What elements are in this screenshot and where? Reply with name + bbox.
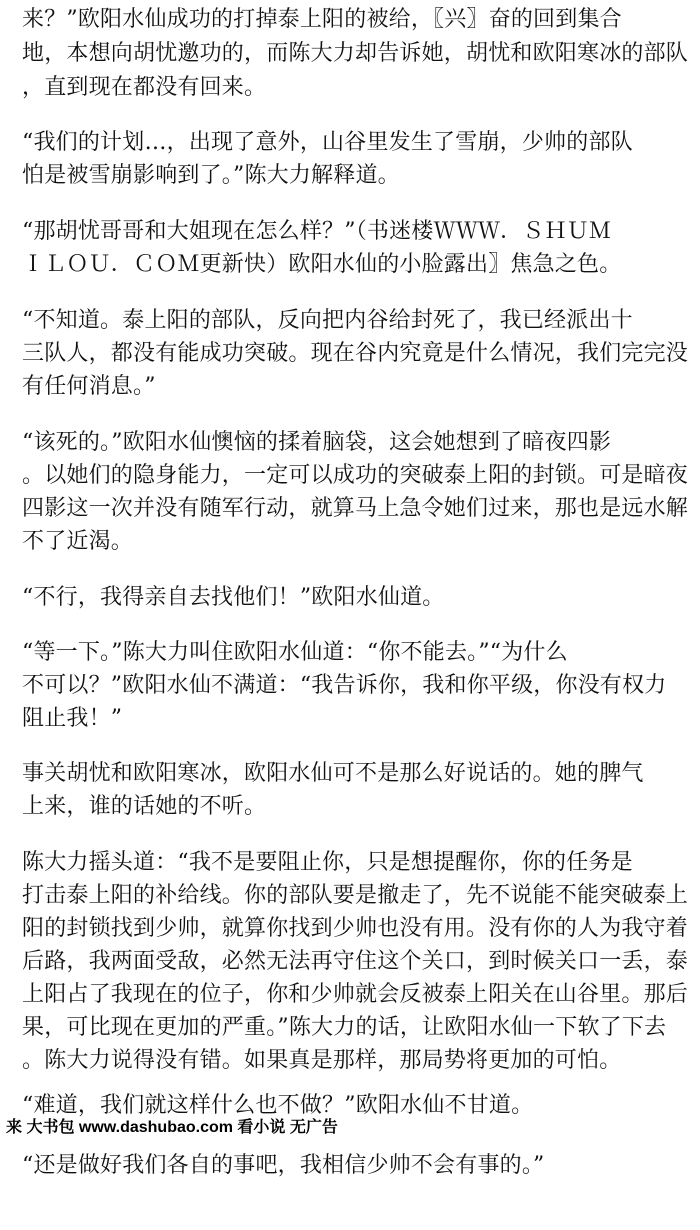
text-line: 三队人，都没有能成功突破。现在谷内究竟是什么情况，我们完完没 <box>22 341 689 366</box>
text-line: 怕是被雪崩影响到了。”陈大力解释道。 <box>22 163 400 188</box>
text-line: “那胡忧哥哥和大姐现在怎么样？”（书迷楼ＷＷＷ．ＳＨＵＭ <box>22 219 612 244</box>
text-line: “还是做好我们各自的事吧，我相信少帅不会有事的。” <box>22 1153 545 1178</box>
text-line: ＩＬＯＵ．ＣＯＭ更新快）欧阳水仙的小脸露出〗焦急之色。 <box>22 252 622 277</box>
text-line: 后路，我两面受敌，必然无法再守住这个关口，到时候关口一丢，泰 <box>22 949 689 974</box>
text-line: 陈大力摇头道：“我不是要阻止你，只是想提醒你，你的任务是 <box>22 850 633 875</box>
watermark-link[interactable]: 来 大书包 www.dashubao.com 看小说 无广告 <box>6 1119 338 1136</box>
text-line: 上来，谁的话她的不听。 <box>22 794 267 819</box>
text-line: 果，可比现在更加的严重。”陈大力的话，让欧阳水仙一下软了下去 <box>22 1015 667 1040</box>
text-line: 四影这一次并没有随军行动，就算马上急令她们过来，那也是远水解 <box>22 496 689 521</box>
text-line: “我们的计划…，出现了意外，山谷里发生了雪崩，少帅的部队 <box>22 130 633 155</box>
text-line: ，直到现在都没有回来。 <box>22 75 267 100</box>
text-line: 。陈大力说得没有错。如果真是那样，那局势将更加的可怕。 <box>22 1048 622 1073</box>
text-line: “不知道。泰上阳的部队，反向把内谷给封死了，我已经派出十 <box>22 308 633 333</box>
text-line: “不行，我得亲自去找他们！”欧阳水仙道。 <box>22 585 445 610</box>
text-line: 不了近渴。 <box>22 529 134 554</box>
text-line: 。以她们的隐身能力，一定可以成功的突破泰上阳的封锁。可是暗夜 <box>22 463 689 488</box>
text-line: “等一下。”陈大力叫住欧阳水仙道：“你不能去。”“为什么 <box>22 640 568 665</box>
text-line: “该死的。”欧阳水仙懊恼的揉着脑袋，这会她想到了暗夜四影 <box>22 430 612 455</box>
text-line: 来？”欧阳水仙成功的打掉泰上阳的被给，〖兴〗奋的回到集合 <box>22 7 622 32</box>
text-line: 地，本想向胡忧邀功的，而陈大力却告诉她，胡忧和欧阳寒冰的部队 <box>22 41 689 66</box>
text-line: 打击泰上阳的补给线。你的部队要是撤走了，先不说能不能突破泰上 <box>22 883 689 908</box>
text-line: 阳的封锁找到少帅，就算你找到少帅也没有用。没有你的人为我守着 <box>22 916 689 941</box>
text-line: 有任何消息。” <box>22 374 156 399</box>
text-line: “难道，我们就这样什么也不做？”欧阳水仙不甘道。 <box>22 1093 534 1118</box>
text-line: 事关胡忧和欧阳寒冰，欧阳水仙可不是那么好说话的。她的脾气 <box>22 761 644 786</box>
text-line: 上阳占了我现在的位子，你和少帅就会反被泰上阳关在山谷里。那后 <box>22 982 689 1007</box>
text-line: 不可以？”欧阳水仙不满道：“我告诉你，我和你平级，你没有权力 <box>22 673 667 698</box>
text-line: 阻止我！” <box>22 706 123 731</box>
